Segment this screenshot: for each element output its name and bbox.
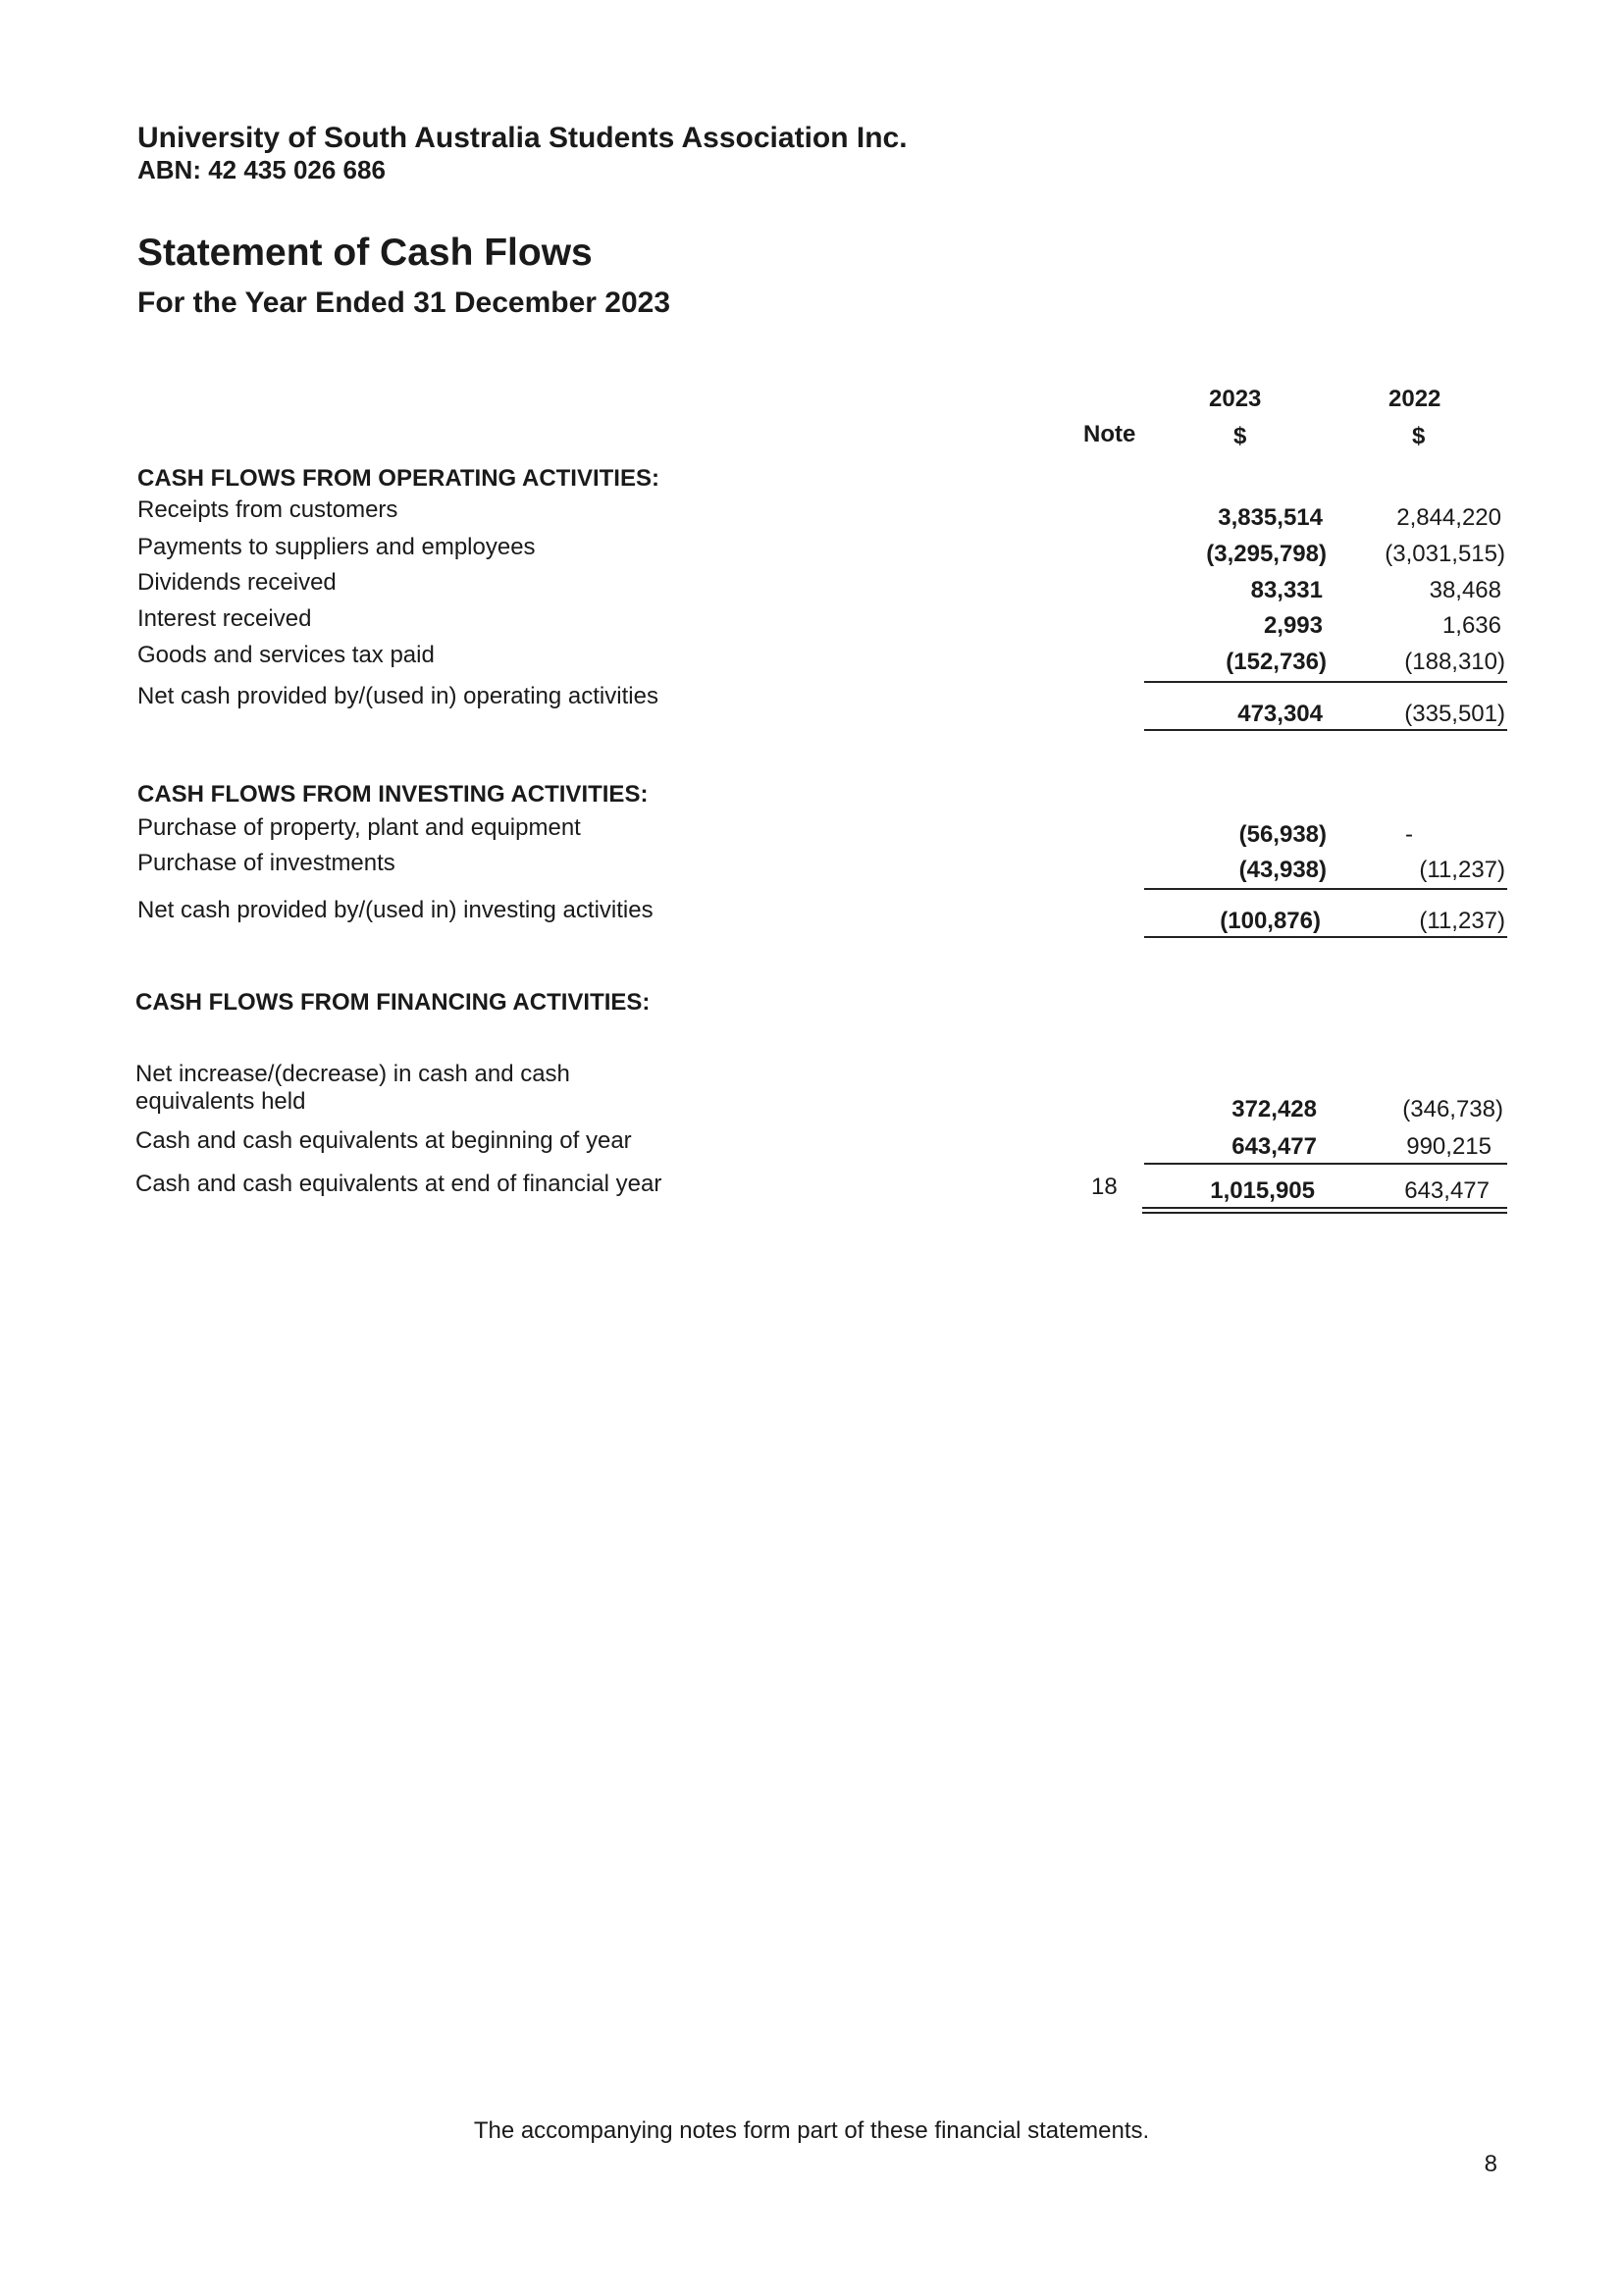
value-2023: 2,993 bbox=[1263, 612, 1323, 639]
net-increase-label-line1: Net increase/(decrease) in cash and cash bbox=[135, 1061, 570, 1087]
row-label: Purchase of investments bbox=[137, 850, 395, 876]
value-2022: (188,310) bbox=[1404, 649, 1505, 675]
value-2022: 1,636 bbox=[1441, 612, 1501, 639]
total-rule bbox=[1144, 729, 1507, 731]
organisation-name: University of South Australia Students Association Inc. bbox=[137, 122, 908, 154]
beginning-cash-2022: 990,215 bbox=[1406, 1133, 1492, 1160]
section-heading-investing: CASH FLOWS FROM INVESTING ACTIVITIES: bbox=[137, 781, 649, 808]
value-2022: 38,468 bbox=[1429, 577, 1501, 603]
footer-note: The accompanying notes form part of these financial statements. bbox=[473, 2117, 1150, 2144]
total-investing-2023: (100,876) bbox=[1220, 908, 1321, 934]
column-currency-2023: $ bbox=[1233, 423, 1247, 449]
statement-title: Statement of Cash Flows bbox=[137, 232, 593, 274]
column-note: Note bbox=[1083, 421, 1136, 447]
section-heading-operating: CASH FLOWS FROM OPERATING ACTIVITIES: bbox=[137, 465, 659, 492]
value-2022: (11,237) bbox=[1419, 857, 1505, 883]
net-increase-label-line2: equivalents held bbox=[135, 1088, 306, 1115]
ending-cash-2022: 643,477 bbox=[1404, 1177, 1490, 1204]
value-2023: (152,736) bbox=[1226, 649, 1327, 675]
subtotal-rule bbox=[1144, 1163, 1507, 1165]
value-2023: (3,295,798) bbox=[1206, 541, 1327, 567]
row-label: Payments to suppliers and employees bbox=[137, 534, 536, 560]
net-increase-2022: (346,738) bbox=[1402, 1096, 1503, 1122]
page-number: 8 bbox=[1484, 2151, 1497, 2177]
abn: ABN: 42 435 026 686 bbox=[137, 155, 386, 184]
net-increase-2023: 372,428 bbox=[1231, 1096, 1317, 1122]
section-heading-financing: CASH FLOWS FROM FINANCING ACTIVITIES: bbox=[135, 989, 651, 1016]
subtotal-rule bbox=[1144, 681, 1507, 683]
value-2022: - bbox=[1405, 821, 1413, 848]
value-2023: (56,938) bbox=[1238, 821, 1327, 848]
total-rule bbox=[1144, 936, 1507, 938]
ending-cash-note: 18 bbox=[1091, 1174, 1118, 1200]
beginning-cash-2023: 643,477 bbox=[1231, 1133, 1317, 1160]
row-label: Purchase of property, plant and equipment bbox=[137, 814, 581, 841]
value-2022: (3,031,515) bbox=[1385, 541, 1505, 567]
total-label-investing: Net cash provided by/(used in) investing activities bbox=[137, 897, 654, 923]
value-2022: 2,844,220 bbox=[1396, 504, 1501, 531]
ending-cash-2023: 1,015,905 bbox=[1210, 1177, 1315, 1204]
row-label: Goods and services tax paid bbox=[137, 642, 435, 668]
row-label: Interest received bbox=[137, 605, 312, 632]
subtotal-rule bbox=[1144, 888, 1507, 890]
value-2023: 3,835,514 bbox=[1218, 504, 1323, 531]
value-2023: 83,331 bbox=[1250, 577, 1323, 603]
statement-period: For the Year Ended 31 December 2023 bbox=[137, 287, 671, 319]
beginning-cash-label: Cash and cash equivalents at beginning of year bbox=[135, 1127, 632, 1154]
column-year-2022: 2022 bbox=[1388, 386, 1441, 412]
total-operating-2022: (335,501) bbox=[1404, 701, 1505, 727]
grand-total-double-rule bbox=[1142, 1207, 1507, 1214]
column-currency-2022: $ bbox=[1412, 423, 1426, 449]
total-label-operating: Net cash provided by/(used in) operating activities bbox=[137, 683, 658, 709]
total-operating-2023: 473,304 bbox=[1237, 701, 1323, 727]
value-2023: (43,938) bbox=[1238, 857, 1327, 883]
row-label: Receipts from customers bbox=[137, 496, 398, 523]
ending-cash-label: Cash and cash equivalents at end of financial year bbox=[135, 1171, 662, 1197]
row-label: Dividends received bbox=[137, 569, 337, 596]
total-investing-2022: (11,237) bbox=[1419, 908, 1505, 934]
column-year-2023: 2023 bbox=[1209, 386, 1262, 412]
